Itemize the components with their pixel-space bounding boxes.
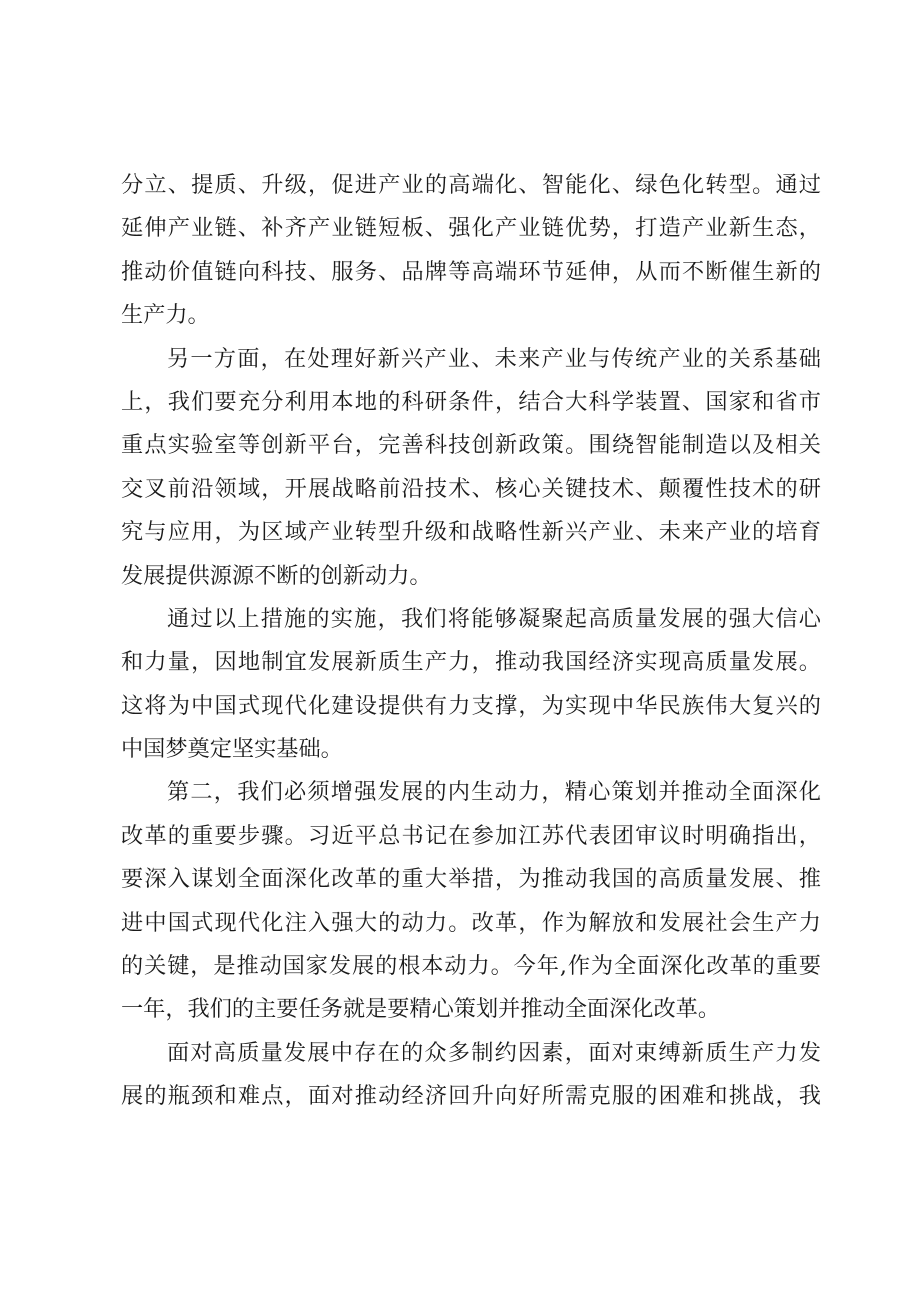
text-line: 究与应用，为区域产业转型升级和战略性新兴产业、未来产业的培育 [121, 519, 821, 546]
text-line: 生产力。 [121, 302, 210, 329]
body-text [121, 164, 821, 1119]
text-line: 分立、提质、升级，促进产业的高端化、智能化、绿色化转型。通过 [121, 172, 821, 198]
text-line: 另一方面，在处理好新兴产业、未来产业与传统产业的关系基础 [167, 345, 821, 372]
text-line: 要深入谋划全面深化改革的重大举措，为推动我国的高质量发展、推 [121, 866, 821, 893]
text-line: 发展提供源源不断的创新动力。 [121, 562, 432, 589]
text-line: 一年，我们的主要任务就是要精心策划并推动全面深化改革。 [121, 996, 721, 1023]
text-line: 进中国式现代化注入强大的动力。改革，作为解放和发展社会生产力 [121, 909, 821, 936]
text-line: 和力量，因地制宜发展新质生产力，推动我国经济实现高质量发展。 [121, 649, 821, 676]
text-line: 这将为中国式现代化建设提供有力支撑，为实现中华民族伟大复兴的 [121, 692, 821, 719]
text-line: 重点实验室等创新平台，完善科技创新政策。围绕智能制造以及相关 [121, 432, 821, 459]
text-line: 第二，我们必须增强发展的内生动力，精心策划并推动全面深化 [167, 779, 821, 806]
text-line: 通过以上措施的实施，我们将能够凝聚起高质量发展的强大信心 [167, 605, 821, 632]
text-line: 交叉前沿领域，开展战略前沿技术、核心关键技术、颠覆性技术的研 [121, 475, 821, 502]
text-line: 的关键，是推动国家发展的根本动力。今年,作为全面深化改革的重要 [121, 953, 821, 980]
text-line: 推动价值链向科技、服务、品牌等高端环节延伸，从而不断催生新的 [121, 258, 821, 285]
text-line: 展的瓶颈和难点，面对推动经济回升向好所需克服的困难和挑战，我 [121, 1083, 821, 1110]
text-line: 面对高质量发展中存在的众多制约因素，面对束缚新质生产力发 [167, 1039, 821, 1066]
text-line: 延伸产业链、补齐产业链短板、强化产业链优势，打造产业新生态， [121, 215, 821, 242]
text-line: 上，我们要充分利用本地的科研条件，结合大科学装置、国家和省市 [121, 388, 821, 415]
text-line: 中国梦奠定坚实基础。 [121, 736, 343, 763]
text-line: 改革的重要步骤。习近平总书记在参加江苏代表团审议时明确指出， [121, 822, 821, 849]
